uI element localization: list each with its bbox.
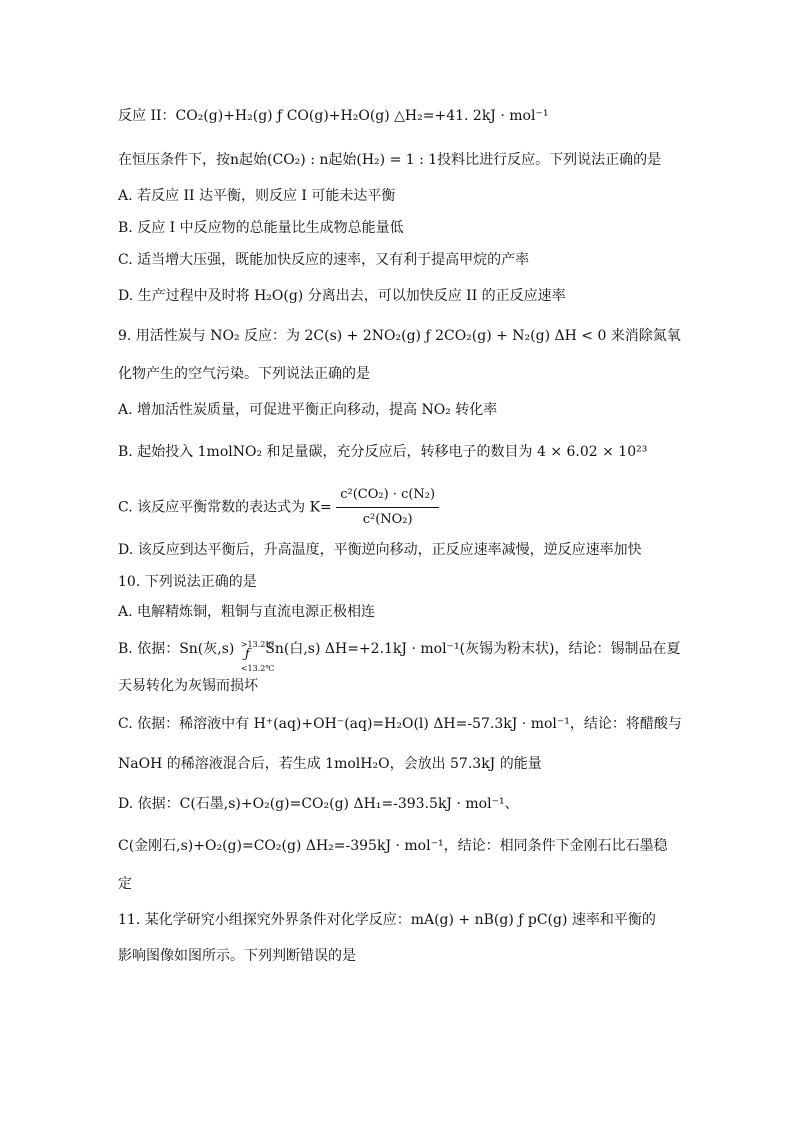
option-10d-cont: C(金刚石,s)+O₂(g)=CO₂(g) ΔH₂=-395kJ · mol⁻¹，结论：相同条件下金刚石比石墨稳: [118, 838, 668, 854]
option-9c: [118, 484, 439, 531]
option-10b-post: Sn(白,s) ΔH=+2.1kJ · mol⁻¹(灰锡为粉末状)，结论：锡制品在夏: [265, 641, 681, 657]
fraction-numerator: c²(CO₂) · c(N₂): [336, 484, 439, 508]
option-10c: C. 依据：稀溶液中有 H⁺(aq)+OH⁻(aq)=H₂O(l) ΔH=-57.3kJ · mol⁻¹，结论：将醋酸与: [118, 716, 682, 732]
equilibrium-constant-fraction: [336, 484, 439, 531]
question-11-stem-cont: 影响图像如图所示。下列判断错误的是: [118, 948, 356, 964]
fraction-denominator: c²(NO₂): [362, 512, 413, 527]
option-8a: A. 若反应 II 达平衡，则反应 I 可能未达平衡: [118, 188, 396, 204]
option-9b: B. 起始投入 1molNO₂ 和足量碳，充分反应后，转移电子的数目为 4 × 6.02 × 10²³: [118, 444, 648, 460]
option-8b: B. 反应 I 中反应物的总能量比生成物总能量低: [118, 220, 404, 236]
option-8d: D. 生产过程中及时将 H₂O(g) 分离出去，可以加快反应 II 的正反应速率: [118, 288, 566, 304]
option-10b-pre: B. 依据：Sn(灰,s): [118, 641, 235, 657]
option-10c-cont: NaOH 的稀溶液混合后，若生成 1molH₂O，会放出 57.3kJ 的能量: [118, 756, 542, 772]
option-10b-cont: 天易转化为灰锡而损坏: [118, 678, 258, 694]
option-9c-text: C. 该反应平衡常数的表达式为 K=: [118, 499, 332, 516]
option-9d: D. 该反应到达平衡后，升高温度，平衡逆向移动，正反应速率减慢，逆反应速率加快: [118, 542, 642, 558]
option-10a: A. 电解精炼铜，粗铜与直流电源正极相连: [118, 604, 376, 620]
option-10d: D. 依据：C(石墨,s)+O₂(g)=CO₂(g) ΔH₁=-393.5kJ · mol⁻¹、: [118, 796, 519, 812]
arrow-top-condition: >13.2℃: [240, 640, 275, 649]
question-11-stem: 11. 某化学研究小组探究外界条件对化学反应：mA(g) + nB(g) ƒ pC(g) 速率和平衡的: [118, 912, 656, 928]
option-10b: [118, 634, 681, 673]
option-8c: C. 适当增大压强，既能加快反应的速率，又有利于提高甲烷的产率: [118, 252, 530, 268]
option-10d-end: 定: [118, 876, 132, 892]
option-9a: A. 增加活性炭质量，可促进平衡正向移动，提高 NO₂ 转化率: [118, 402, 498, 418]
question-9-stem: 9. 用活性炭与 NO₂ 反应：为 2C(s) + 2NO₂(g) ƒ 2CO₂(g) + N₂(g) ΔH < 0 来消除氮氧: [118, 328, 681, 344]
arrow-bottom-condition: <13.2℃: [240, 664, 275, 673]
reaction-ii-equation: 反应 II：CO₂(g)+H₂(g) ƒ CO(g)+H₂O(g) △H₂=+41. 2kJ · mol⁻¹: [118, 108, 549, 124]
question-stem-8: 在恒压条件下，按n起始(CO₂) : n起始(H₂) = 1 : 1投料比进行反应。下列说法正确的是: [118, 152, 662, 168]
question-10-stem: 10. 下列说法正确的是: [118, 574, 257, 590]
question-9-stem-cont: 化物产生的空气污染。下列说法正确的是: [118, 366, 370, 382]
reversible-arrow-condition: [239, 634, 275, 673]
reversible-arrow-icon: ƒ: [244, 647, 250, 662]
